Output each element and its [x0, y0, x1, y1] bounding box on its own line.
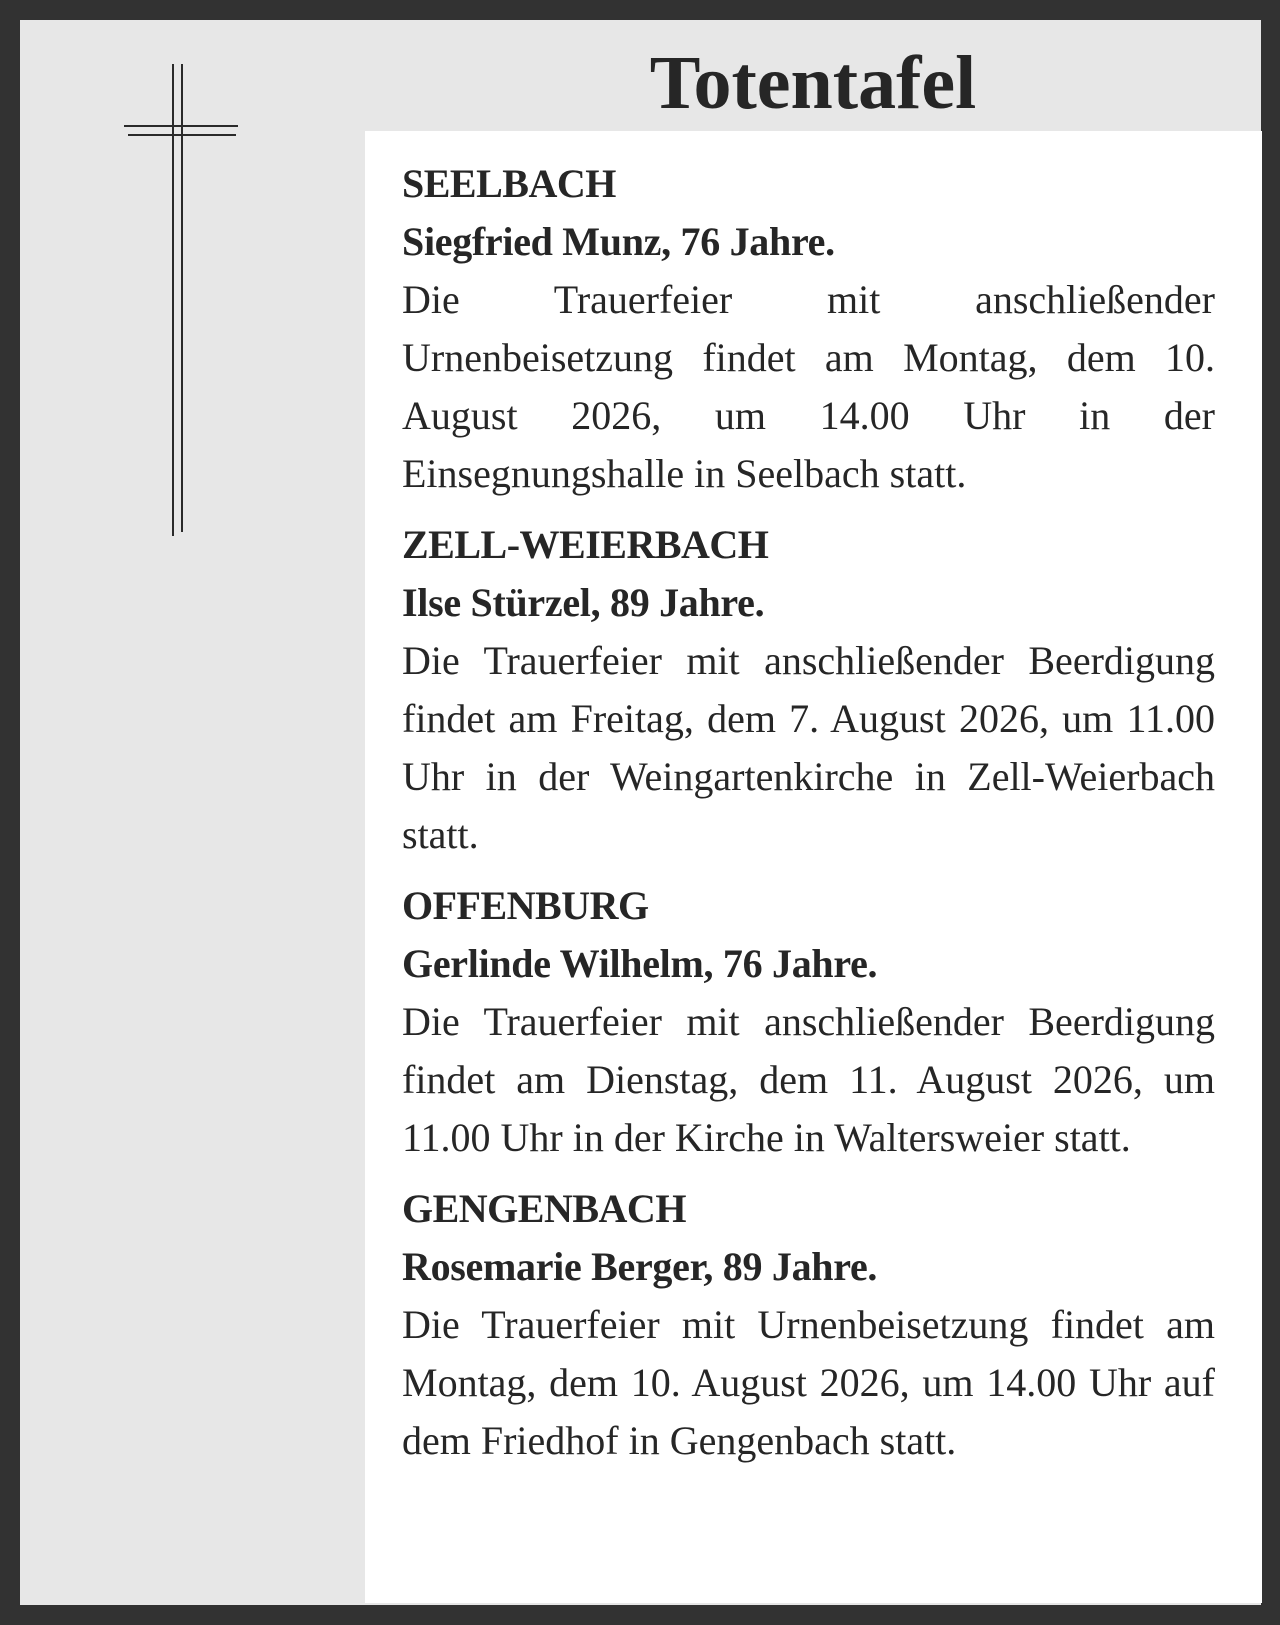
- entry-text: Die Trauerfeier mit anschließender Urnenbeisetzung findet am Montag, dem 10. August 2026, um 14.00 Uhr in der Einsegnungshalle in Seelbach statt.: [402, 277, 1215, 496]
- entry-place: OFFENBURG: [402, 883, 649, 928]
- entry-text: Die Trauerfeier mit anschließender Beerdigung findet am Freitag, dem 7. August 2026, um 11.00 Uhr in der Weingartenkirche in Zell-Weierbach statt.: [402, 638, 1215, 857]
- entry-place: SEELBACH: [402, 161, 616, 206]
- obituary-entry: [402, 155, 1215, 503]
- obituary-entry: [402, 516, 1215, 864]
- entry-name: Gerlinde Wilhelm, 76 Jahre.: [402, 941, 878, 986]
- entry-text: Die Trauerfeier mit anschließender Beerdigung findet am Dienstag, dem 11. August 2026, um 11.00 Uhr in der Kirche in Waltersweier statt.: [402, 999, 1215, 1160]
- entry-place: ZELL-WEIERBACH: [402, 522, 769, 567]
- obituary-panel: [20, 20, 1261, 1605]
- entry-text: Die Trauerfeier mit Urnenbeisetzung findet am Montag, dem 10. August 2026, um 14.00 Uhr auf dem Friedhof in Gengenbach statt.: [402, 1302, 1215, 1463]
- obituary-entry: [402, 877, 1215, 1167]
- entry-name: Rosemarie Berger, 89 Jahre.: [402, 1244, 878, 1289]
- obituary-entry: [402, 1180, 1215, 1470]
- cross-icon: [124, 64, 244, 544]
- obituary-list: [365, 131, 1262, 1603]
- page-title: Totentafel: [649, 41, 977, 125]
- entry-place: GENGENBACH: [402, 1186, 686, 1231]
- entry-name: Ilse Stürzel, 89 Jahre.: [402, 580, 765, 625]
- entry-name: Siegfried Munz, 76 Jahre.: [402, 219, 835, 264]
